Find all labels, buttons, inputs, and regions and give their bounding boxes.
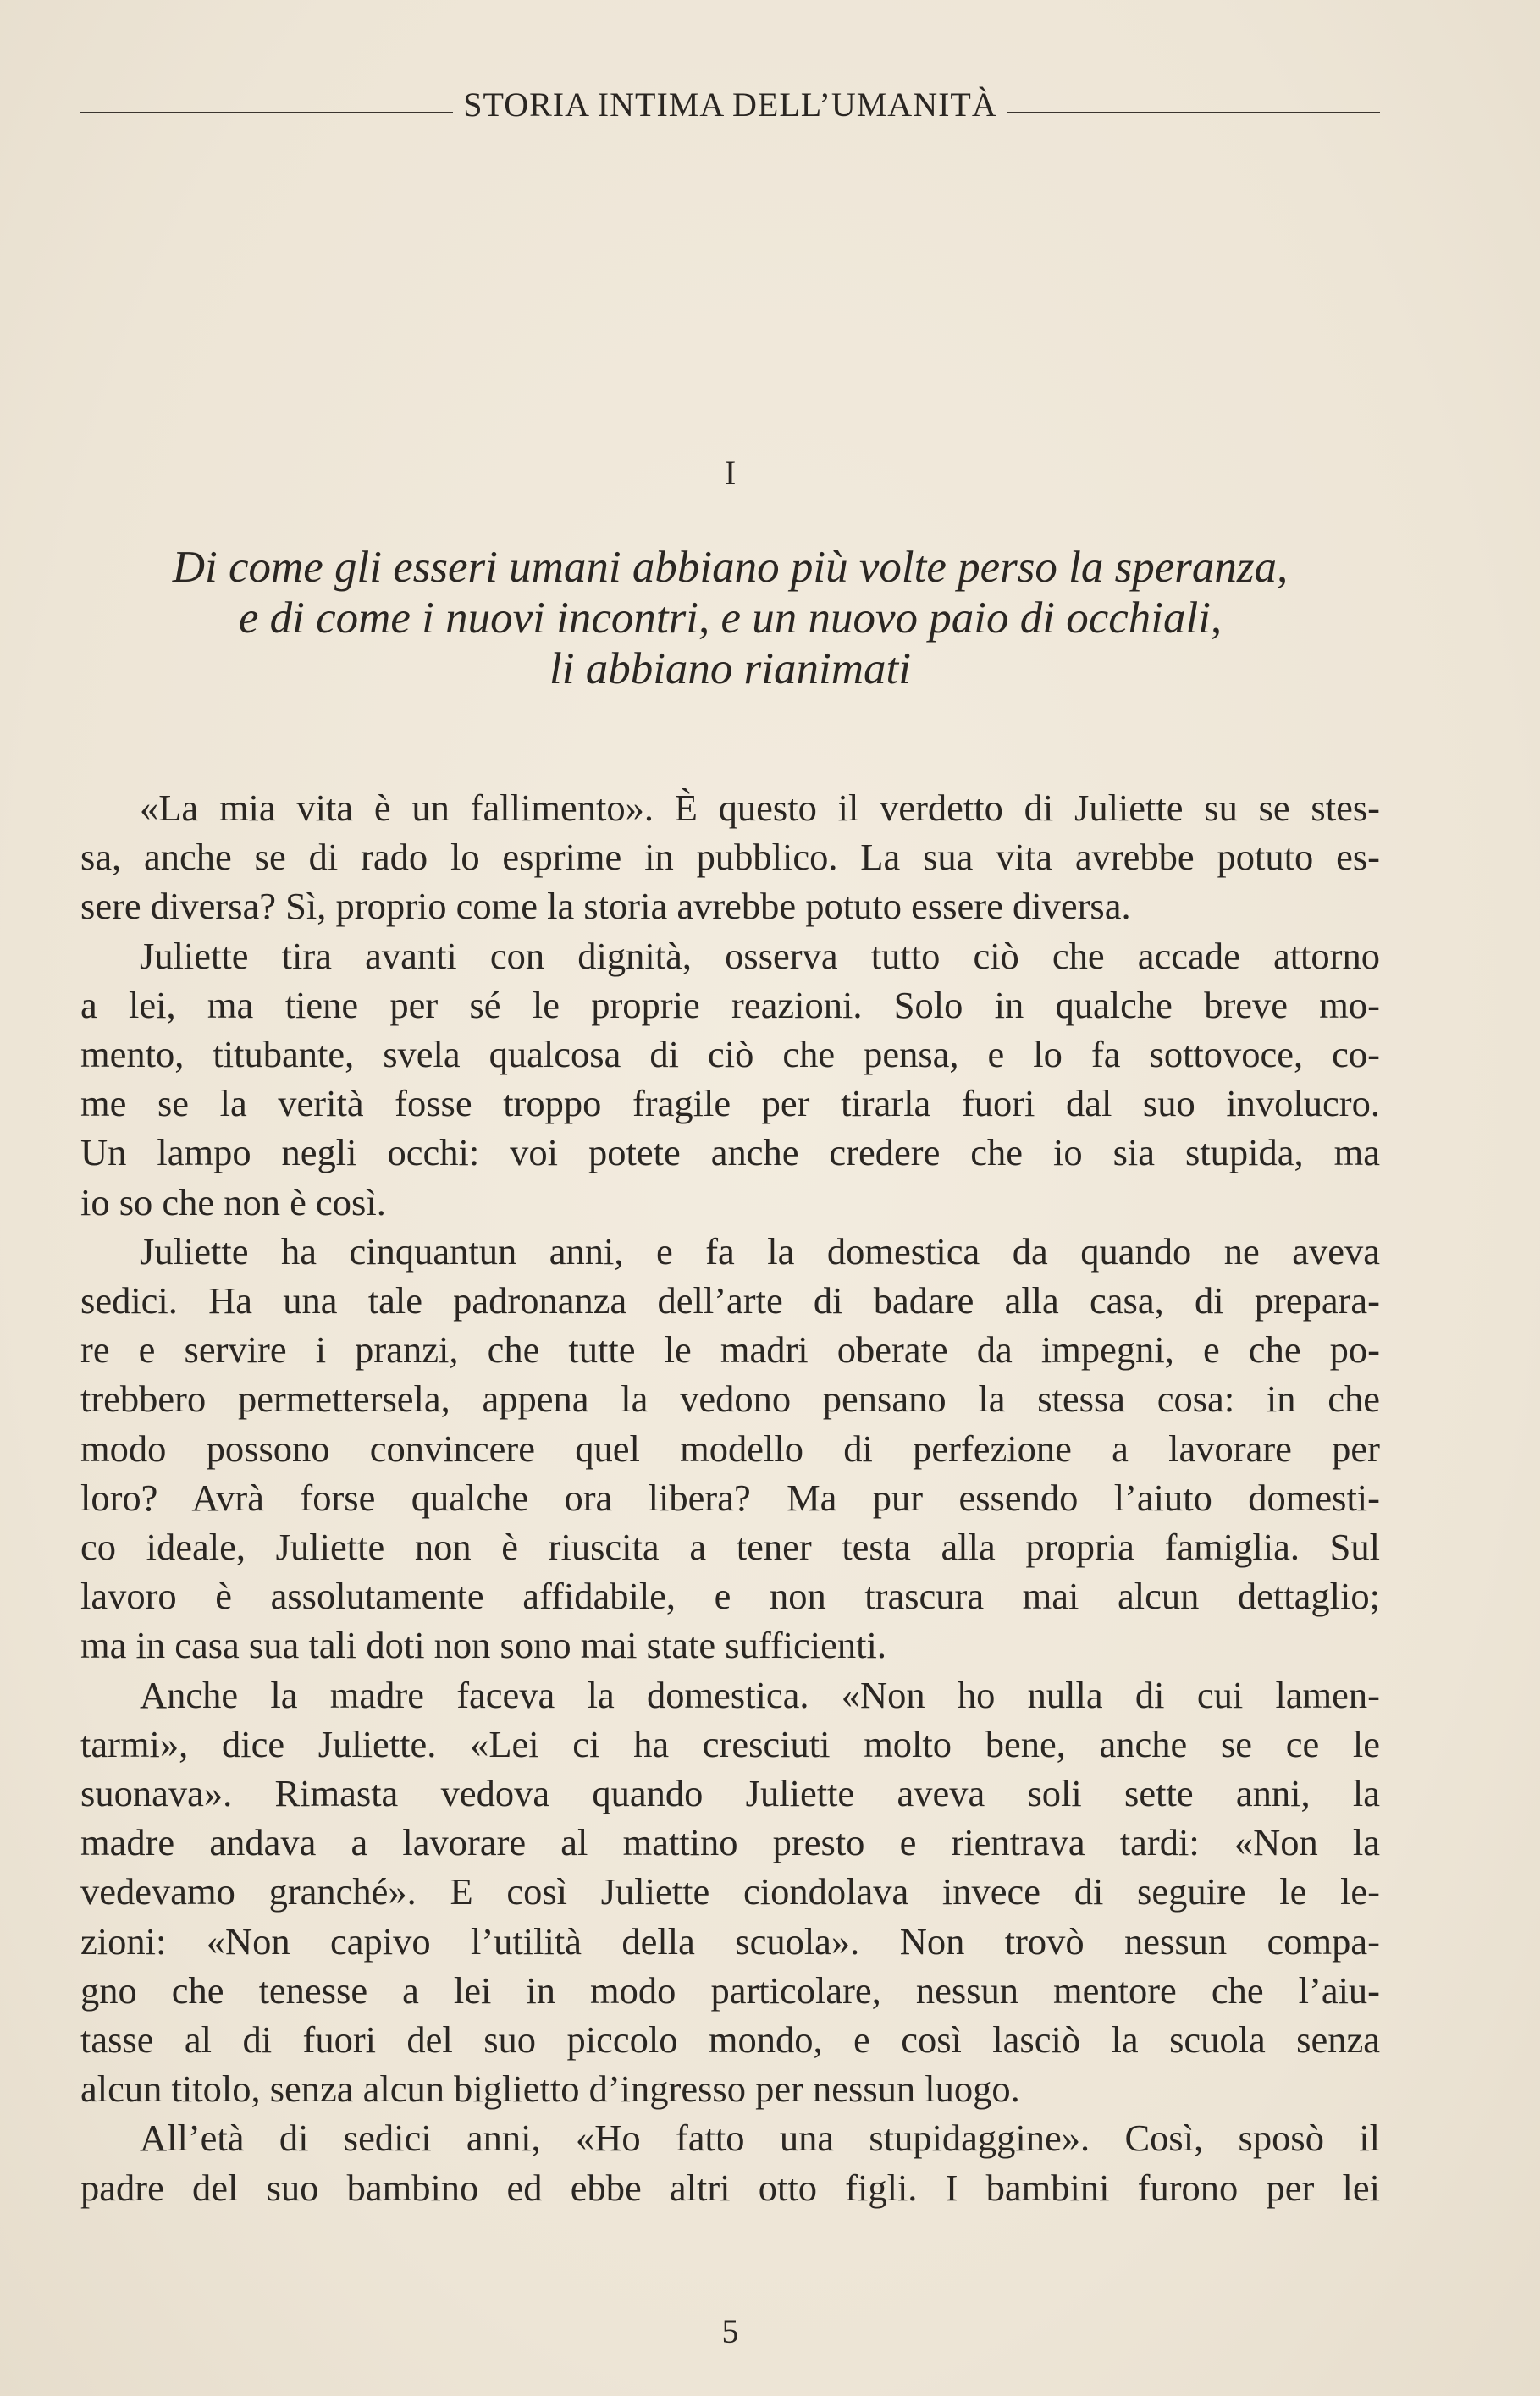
chapter-title-line: e di come i nuovi incontri, e un nuovo paio di occhiali, [238,593,1223,643]
body-text-line: trebbero permettersela, appena la vedono pensano la stessa cosa: in che [80,1377,1380,1421]
body-text-line: tarmi», dice Juliette. «Lei ci ha cresciuti molto bene, anche se ce le [80,1722,1380,1765]
body-text-line: re e servire i pranzi, che tutte le madri oberate da impegni, e che po- [80,1328,1380,1372]
body-text-line: tasse al di fuori del suo piccolo mondo, e così lasciò la scuola senza [80,2018,1380,2062]
chapter-title [80,542,1380,694]
chapter-title-line: Di come gli esseri umani abbiano più volte perso la speranza, [172,543,1289,592]
body-text-line: Anche la madre faceva la domestica. «Non ho nulla di cui lamen- [140,1673,1380,1716]
body-text-line: mento, titubante, svela qualcosa di ciò che pensa, e lo fa sottovoce, co- [80,1033,1380,1076]
running-head-rule-right [1007,112,1380,113]
chapter-number: I [724,454,737,492]
running-head [80,88,1380,122]
running-head-title: STORIA INTIMA DELL’UMANITÀ [463,86,997,124]
body-text-line: suonava». Rimasta vedova quando Juliette aveva soli sette anni, la [80,1772,1380,1815]
body-text-line: sedici. Ha una tale padronanza dell’arte di badare alla casa, di prepara- [80,1279,1380,1322]
body-text-line: padre del suo bambino ed ebbe altri otto figli. I bambini furono per lei [80,2166,1380,2209]
body-text-line: madre andava a lavorare al mattino presto e rientrava tardi: «Non la [80,1821,1380,1864]
page-number: 5 [721,2312,739,2350]
chapter-title-line: li abbiano rianimati [549,644,911,693]
body-text-line: Juliette ha cinquantun anni, e fa la domestica da quando ne aveva [140,1229,1380,1273]
chapter-body [80,783,1380,2212]
body-text-line: loro? Avrà forse qualche ora libera? Ma pur essendo l’aiuto domesti- [80,1476,1380,1519]
body-text-line: modo possono convincere quel modello di perfezione a lavorare per [80,1427,1380,1470]
body-text-line: zioni: «Non capivo l’utilità della scuola». Non trovò nessun compa- [80,1919,1380,1963]
body-text-line: a lei, ma tiene per sé le proprie reazioni. Solo in qualche breve mo- [80,983,1380,1026]
running-head-rule-left [80,112,453,113]
body-text-line: me se la verità fosse troppo fragile per tirarla fuori dal suo involucro. [80,1082,1380,1125]
body-text-line: ma in casa sua tali doti non sono mai state sufficienti. [80,1624,887,1667]
body-text-line: sere diversa? Sì, proprio come la storia avrebbe potuto essere diversa. [80,885,1131,928]
body-text-line: vedevamo granché». E così Juliette ciondolava invece di seguire le le- [80,1870,1380,1913]
body-text-line: co ideale, Juliette non è riuscita a tener testa alla propria famiglia. Sul [80,1526,1380,1569]
body-text-line: «La mia vita è un fallimento». È questo il verdetto di Juliette su se stes- [140,787,1380,829]
body-text-line: Un lampo negli occhi: voi potete anche credere che io sia stupida, ma [80,1131,1380,1174]
body-text-line: alcun titolo, senza alcun biglietto d’ingresso per nessun luogo. [80,2068,1020,2111]
body-text-line: Juliette tira avanti con dignità, osserva tutto ciò che accade attorno [140,934,1380,977]
body-text-line: All’età di sedici anni, «Ho fatto una stupidaggine». Così, sposò il [140,2117,1380,2160]
body-text-line: io so che non è così. [80,1180,386,1223]
body-text-line: lavoro è assolutamente affidabile, e non trascura mai alcun dettaglio; [80,1575,1380,1618]
body-text-line: gno che tenesse a lei in modo particolare, nessun mentore che l’aiu- [80,1968,1380,2012]
body-text-line: sa, anche se di rado lo esprime in pubblico. La sua vita avrebbe potuto es- [80,836,1380,879]
